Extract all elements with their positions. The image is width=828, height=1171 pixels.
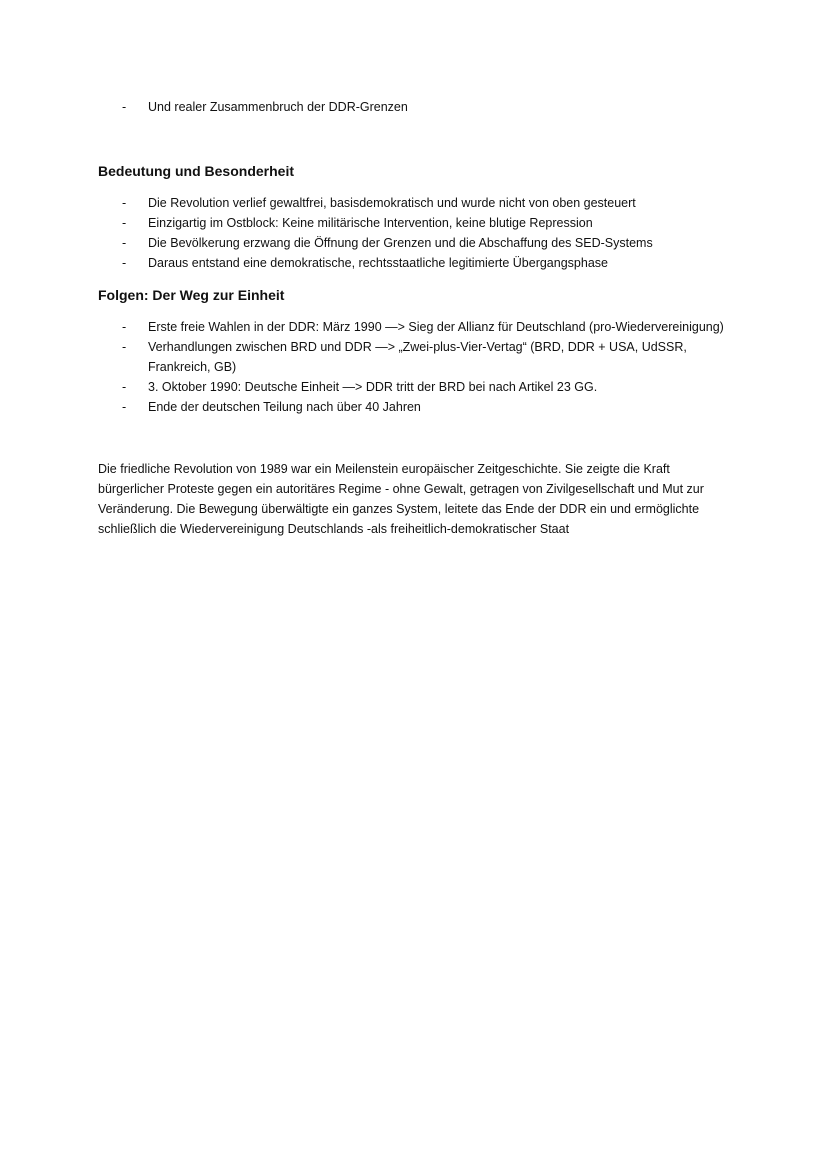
dash-bullet: - [122, 216, 127, 230]
list-item-text: Erste freie Wahlen in der DDR: März 1990 —> Sieg der Allianz für Deutschland (pro-Wiedervereinigung) [148, 320, 724, 334]
list-item-text: Die Revolution verlief gewaltfrei, basisdemokratisch und wurde nicht von oben gesteuert [148, 196, 636, 210]
list-item-text: Ende der deutschen Teilung nach über 40 Jahren [148, 400, 421, 414]
document-content [98, 97, 738, 539]
dash-bullet: - [122, 340, 127, 354]
list-item [98, 233, 738, 253]
list-item [98, 377, 738, 397]
dash-bullet: - [122, 256, 127, 270]
list-item-text: Daraus entstand eine demokratische, rechtsstaatliche legitimierte Übergangsphase [148, 256, 608, 270]
dash-bullet: - [122, 100, 127, 114]
list-item-text: Verhandlungen zwischen BRD und DDR —> „Zwei-plus-Vier-Vertag“ (BRD, DDR + USA, UdSSR, Frankreich, GB) [148, 340, 687, 374]
list-item [98, 193, 738, 213]
list-item-text: 3. Oktober 1990: Deutsche Einheit —> DDR tritt der BRD bei nach Artikel 23 GG. [148, 380, 598, 394]
conclusion-paragraph: Die friedliche Revolution von 1989 war ein Meilenstein europäischer Zeitgeschichte. Sie zeigte die Kraft bürgerlicher Proteste gegen ein autoritäres Regime - ohne Gewalt, getragen von Zivilgesellschaft und Mut zur Veränderung. Die Bewegung überwältigte ein ganzes System, leitete das Ende der DDR ein und ermöglichte schließlich die Wiedervereinigung Deutschlands -als freiheitlich-demokratischer Staat [98, 462, 704, 536]
list-item [98, 213, 738, 233]
bedeutung-list [98, 193, 738, 273]
dash-bullet: - [122, 320, 127, 334]
list-item-text: Die Bevölkerung erzwang die Öffnung der Grenzen und die Abschaffung des SED-Systems [148, 236, 653, 250]
list-item [98, 317, 738, 337]
list-item [98, 337, 738, 377]
list-item-text: Und realer Zusammenbruch der DDR-Grenzen [148, 100, 408, 114]
list-item [98, 253, 738, 273]
list-item-text: Einzigartig im Ostblock: Keine militärische Intervention, keine blutige Repression [148, 216, 593, 230]
folgen-list [98, 317, 738, 417]
dash-bullet: - [122, 400, 127, 414]
dash-bullet: - [122, 380, 127, 394]
section-heading-bedeutung: Bedeutung und Besonderheit [98, 163, 294, 179]
intro-list [98, 97, 738, 117]
dash-bullet: - [122, 236, 127, 250]
list-item [98, 397, 738, 417]
dash-bullet: - [122, 196, 127, 210]
section-heading-folgen: Folgen: Der Weg zur Einheit [98, 287, 285, 303]
list-item [98, 97, 738, 117]
